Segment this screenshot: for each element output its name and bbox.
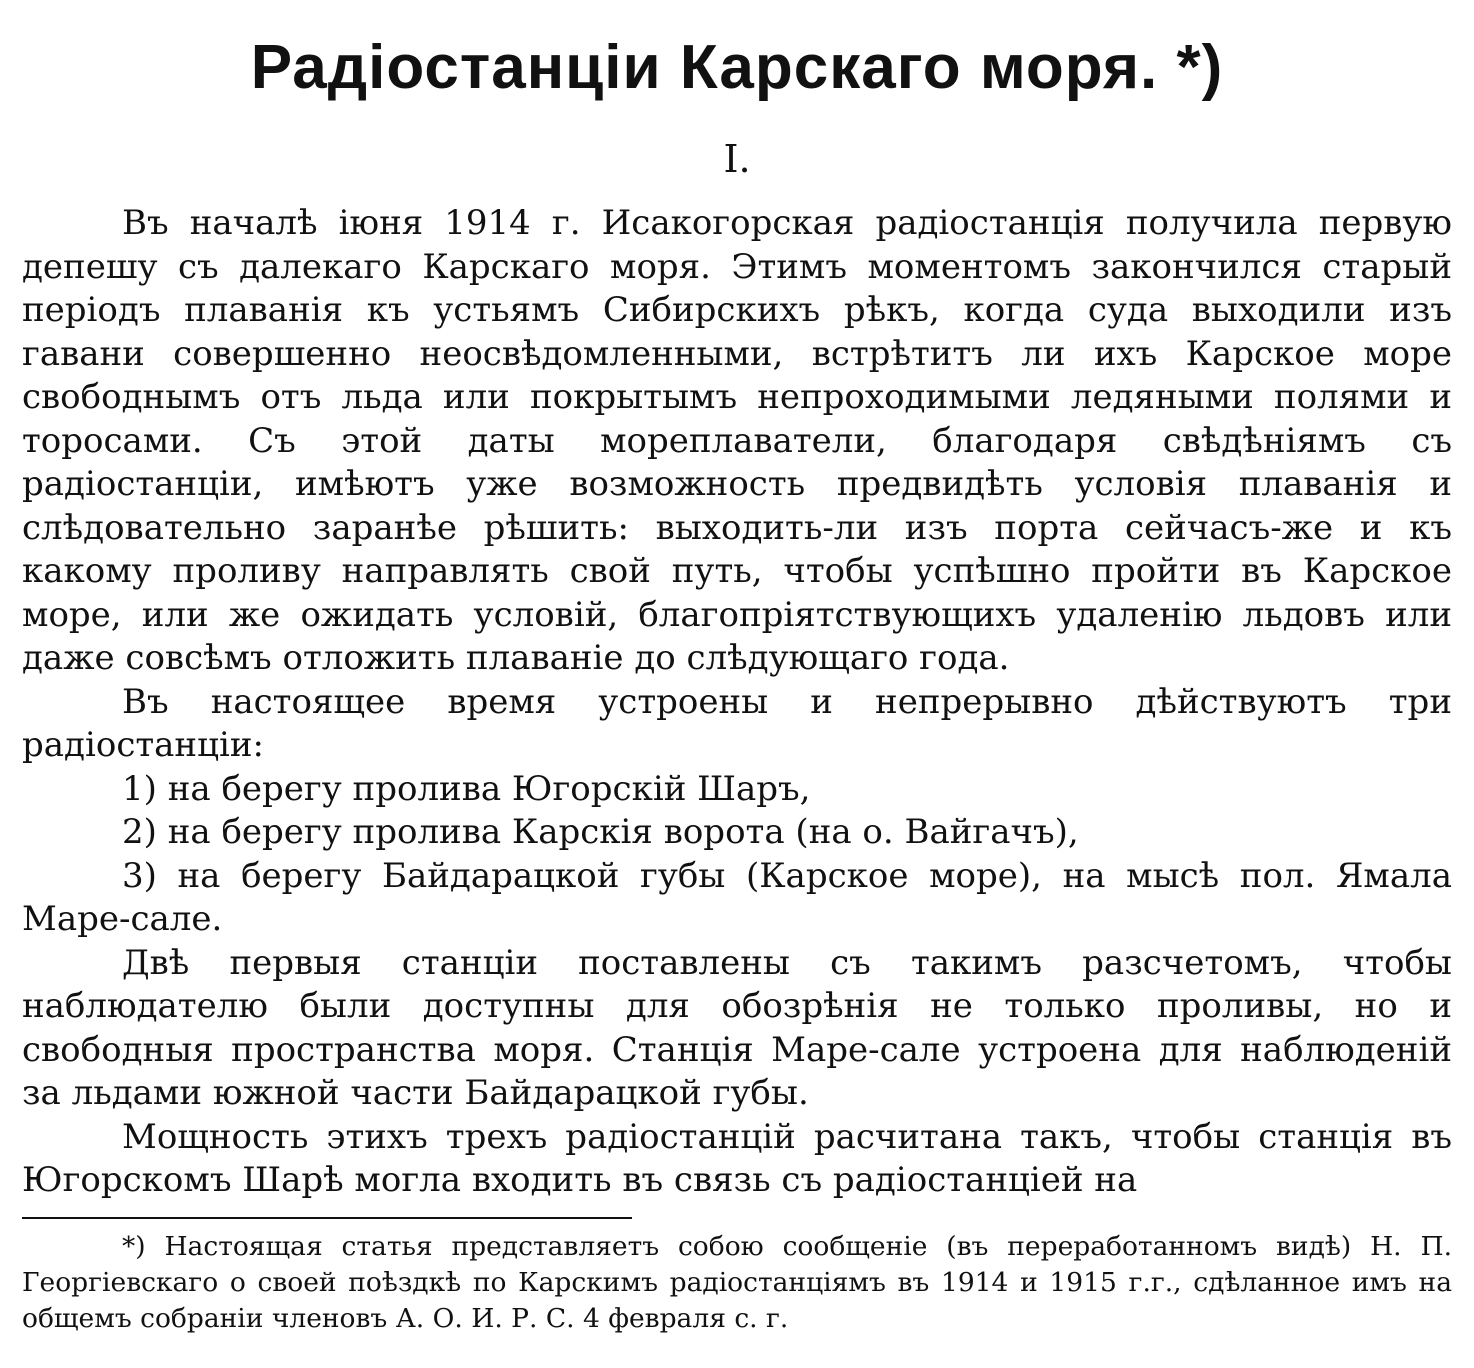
section-number: I. bbox=[723, 137, 751, 181]
paragraph-intro: Въ началѣ іюня 1914 г. Исакогорская радіостанція получила первую депешу съ далекаго Карскаго моря. Этимъ моментомъ закончился старый періодъ плаванія къ устьямъ Сибирскихъ рѣкъ, когда суда выходили изъ гавани совершенно неосвѣдомленными, встрѣтитъ ли ихъ Карское море свободнымъ отъ льда или покрытымъ непроходимыми ледяными полями и торосами. Съ этой даты мореплаватели, благодаря свѣдѣніямъ съ радіостанціи, имѣютъ уже возможность предвидѣть условія плаванія и слѣдовательно заранѣе рѣшить: выходить-ли изъ порта сейчасъ-же и къ какому проливу направлять свой путь, чтобы успѣшно пройти въ Карское море, или же ожидать условій, благопріятствующихъ удаленію льдовъ или даже совсѣмъ отложить плаваніе до слѣдующаго года. bbox=[22, 203, 1452, 678]
document-page bbox=[22, 26, 1452, 1337]
paragraph-station-placement: Двѣ первыя станціи поставлены съ такимъ разсчетомъ, чтобы наблюдателю были доступны для обозрѣнія не только проливы, но и свободныя пространства моря. Станція Маре-сале устроена для наблюденій за льдами южной части Байдарацкой губы. bbox=[22, 942, 1452, 1113]
list-item-mare-sale: 3) на берегу Байдарацкой губы (Карское море), на мысѣ пол. Ямала Маре-сале. bbox=[22, 855, 1452, 939]
paragraph-station-power: Мощность этихъ трехъ радіостанцій расчитана такъ, чтобы станція въ Югорскомъ Шарѣ могла входить въ связь съ радіостанціей на bbox=[22, 1116, 1452, 1200]
article-title: Радіостанціи Карскаго моря. *) bbox=[250, 33, 1224, 102]
paragraph-stations-count: Въ настоящее время устроены и непрерывно дѣйствуютъ три радіостанціи: bbox=[22, 681, 1452, 765]
list-item-karskie-vorota: 2) на берегу пролива Карскія ворота (на о. Вайгачъ), bbox=[122, 812, 1079, 852]
footnote: *) Настоящая статья представляетъ собою сообщеніе (въ переработанномъ видѣ) Н. П. Георгіевскаго о своей поѣздкѣ по Карскимъ радіостанціямъ въ 1914 и 1915 г.г., сдѣланное имъ на общемъ собраніи членовъ А. О. И. Р. С. 4 февраля с. г. bbox=[22, 1230, 1452, 1334]
list-item-yugorsky-shar: 1) на берегу пролива Югорскій Шаръ, bbox=[122, 768, 811, 809]
article-body bbox=[22, 202, 1452, 1203]
footnote-divider bbox=[22, 1217, 632, 1219]
